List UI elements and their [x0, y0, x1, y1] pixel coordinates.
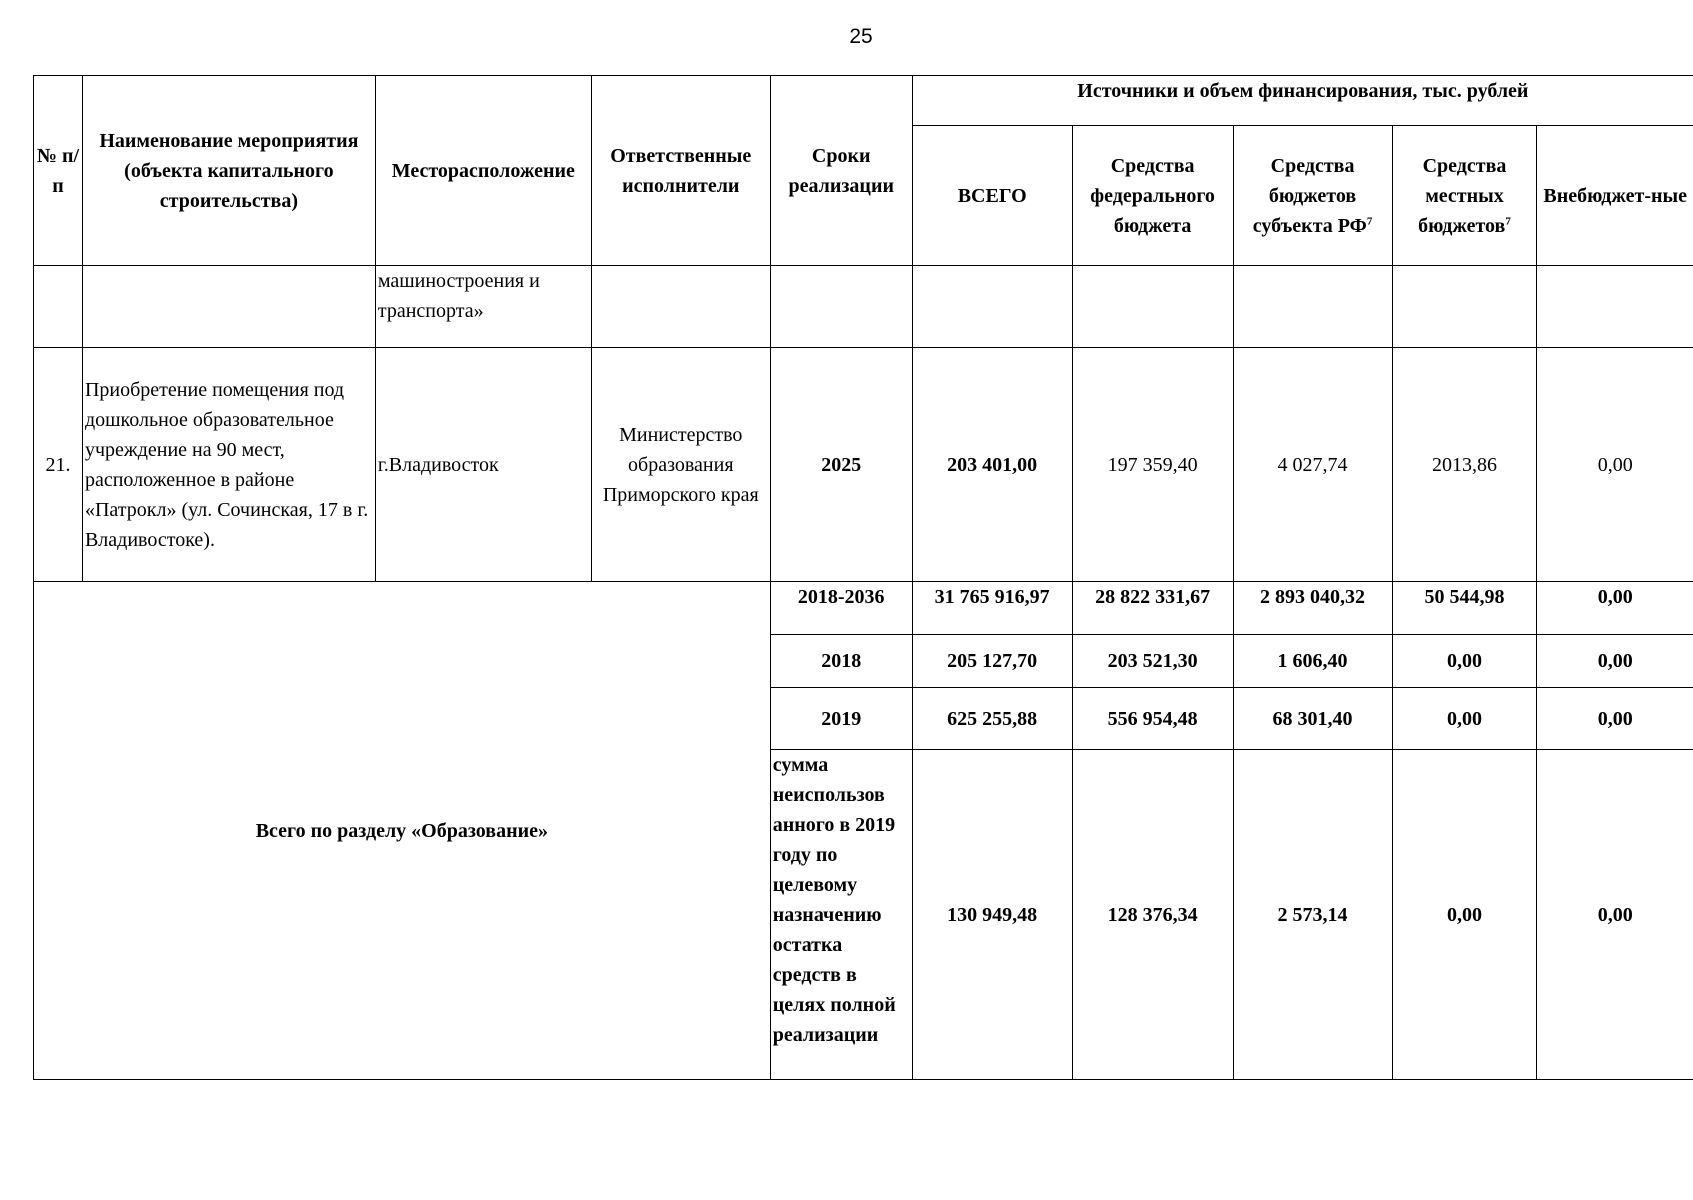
header-location: Месторасположение	[375, 76, 591, 266]
summary-extra: 0,00	[1537, 750, 1693, 1080]
cell-empty	[1537, 266, 1693, 348]
summary-subject: 2 573,14	[1233, 750, 1392, 1080]
summary-extra: 0,00	[1537, 582, 1693, 635]
summary-total: 31 765 916,97	[912, 582, 1072, 635]
summary-federal: 203 521,30	[1072, 635, 1233, 688]
item-total: 203 401,00	[912, 348, 1072, 582]
summary-federal: 28 822 331,67	[1072, 582, 1233, 635]
cell-empty	[1392, 266, 1537, 348]
page-number: 25	[849, 25, 873, 48]
header-subject-label: Средства бюджетов субъекта РФ	[1252, 154, 1367, 237]
header-name: Наименование мероприятия (объекта капитального строительства)	[82, 76, 375, 266]
summary-row	[34, 582, 1693, 635]
header-federal: Средства федерального бюджета	[1072, 126, 1233, 266]
header-num: № п/п	[34, 76, 83, 266]
cell-empty	[912, 266, 1072, 348]
item-local: 2013,86	[1392, 348, 1537, 582]
header-funding-group: Источники и объем финансирования, тыс. рублей	[912, 76, 1693, 126]
summary-term: 2018-2036	[770, 582, 912, 635]
header-extra: Внебюджет-ные	[1537, 126, 1693, 266]
summary-local: 0,00	[1392, 688, 1537, 750]
header-local-label: Средства местных бюджетов	[1418, 154, 1507, 237]
cell-empty	[591, 266, 770, 348]
header-responsible: Ответственные исполнители	[591, 76, 770, 266]
header-local	[1392, 126, 1537, 266]
summary-total: 625 255,88	[912, 688, 1072, 750]
item-num: 21.	[34, 348, 83, 582]
item-federal: 197 359,40	[1072, 348, 1233, 582]
cell-empty	[770, 266, 912, 348]
header-total: ВСЕГО	[912, 126, 1072, 266]
cell-empty	[1233, 266, 1392, 348]
summary-extra: 0,00	[1537, 635, 1693, 688]
cell-empty	[1072, 266, 1233, 348]
continuation-location: машиностроения и транспорта»	[375, 266, 591, 348]
summary-subject: 2 893 040,32	[1233, 582, 1392, 635]
summary-local: 0,00	[1392, 750, 1537, 1080]
summary-subject: 1 606,40	[1233, 635, 1392, 688]
summary-federal: 128 376,34	[1072, 750, 1233, 1080]
summary-extra: 0,00	[1537, 688, 1693, 750]
header-subject-footnote: 7	[1366, 214, 1373, 227]
item-location: г.Владивосток	[375, 348, 591, 582]
item-responsible: Министерство образования Приморского края	[591, 348, 770, 582]
summary-term: 2019	[770, 688, 912, 750]
summary-subject: 68 301,40	[1233, 688, 1392, 750]
header-subject	[1233, 126, 1392, 266]
item-extra: 0,00	[1537, 348, 1693, 582]
summary-total: 130 949,48	[912, 750, 1072, 1080]
financing-table	[33, 75, 1693, 1080]
summary-federal: 556 954,48	[1072, 688, 1233, 750]
summary-label: Всего по разделу «Образование»	[34, 582, 771, 1080]
summary-local: 50 544,98	[1392, 582, 1537, 635]
cell-empty	[34, 266, 83, 348]
header-row-1	[34, 76, 1693, 126]
cell-empty	[82, 266, 375, 348]
header-local-footnote: 7	[1505, 214, 1511, 227]
header-terms: Сроки реализации	[770, 76, 912, 266]
summary-total: 205 127,70	[912, 635, 1072, 688]
item-subject: 4 027,74	[1233, 348, 1392, 582]
summary-term-note-text: сумма неиспользов анного в 2019 году по целевому назначению остатка средств в целях полной реализации	[772, 754, 896, 1046]
item-row	[34, 348, 1693, 582]
summary-local: 0,00	[1392, 635, 1537, 688]
item-name: Приобретение помещения под дошкольное образовательное учреждение на 90 мест, расположенное в районе «Патрокл» (ул. Сочинская, 17 в г. Владивостоке).	[82, 348, 375, 582]
summary-term: 2018	[770, 635, 912, 688]
item-term: 2025	[770, 348, 912, 582]
continuation-row	[34, 266, 1693, 348]
summary-term-note	[770, 750, 912, 1080]
